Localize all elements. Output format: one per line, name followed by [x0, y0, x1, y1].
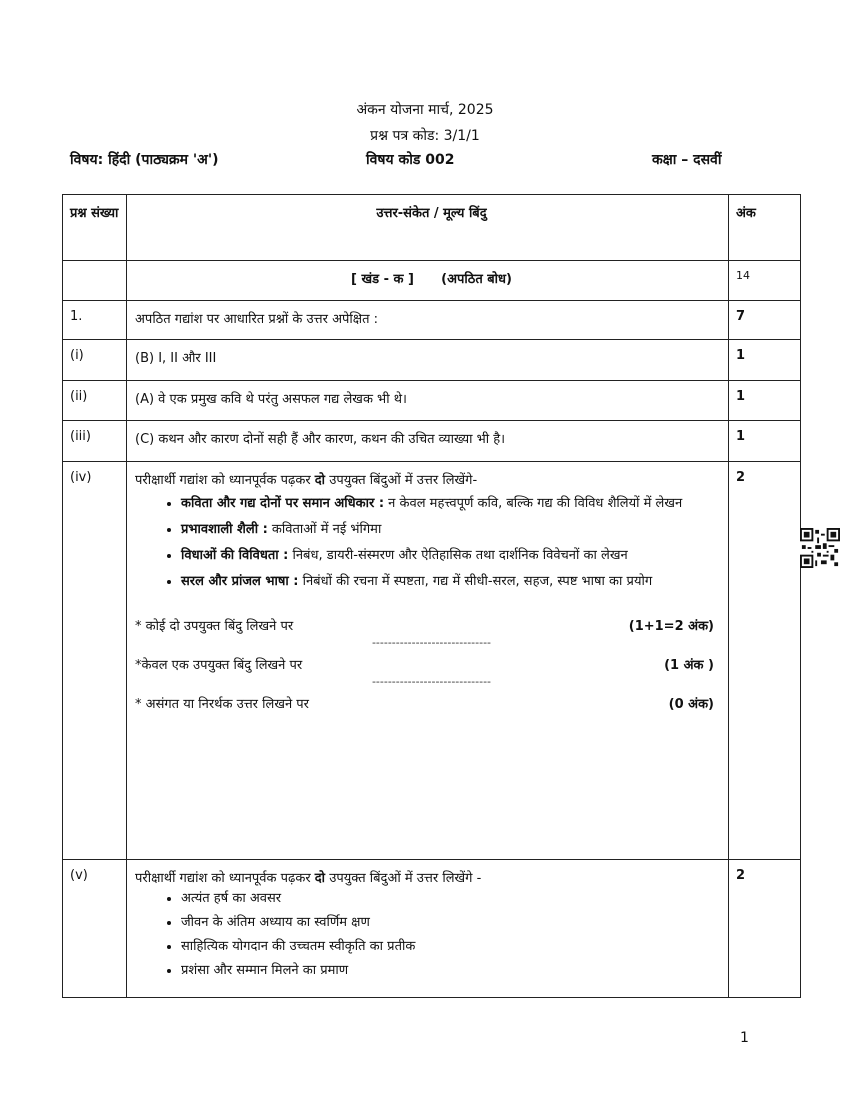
paper-code: प्रश्न पत्र कोड: 3/1/1: [370, 128, 480, 144]
q-intro-emphasis: दो: [314, 871, 326, 886]
section-label: [ खंड - क ]: [351, 272, 414, 287]
col-header-question: प्रश्न संख्या: [63, 195, 127, 261]
list-item: [181, 520, 728, 540]
scheme-label: * असंगत या निरर्थक उत्तर लिखने पर: [135, 697, 309, 712]
q-marks: 1: [729, 381, 801, 421]
table-header-row: [63, 195, 801, 261]
table-row: [63, 462, 801, 860]
q-intro: [135, 470, 728, 488]
answer-points: [135, 494, 728, 592]
point-head: प्रभावशाली शैली :: [181, 522, 268, 537]
point-body: कविताओं में नई भंगिमा: [267, 522, 382, 537]
q-number: 1.: [63, 301, 127, 340]
scheme-line: [135, 655, 728, 673]
q-intro-text: परीक्षार्थी गद्यांश को ध्यानपूर्वक पढ़कर: [135, 473, 315, 488]
table-row: [63, 860, 801, 998]
section-title-cell: [127, 261, 729, 301]
q-number: (iii): [63, 421, 127, 462]
scheme-label: * कोई दो उपयुक्त बिंदु लिखने पर: [135, 619, 294, 634]
q-number: (i): [63, 340, 127, 381]
class-label: कक्षा – दसवीं: [652, 152, 722, 168]
table-row: [63, 381, 801, 421]
qr-code-icon: [800, 528, 840, 568]
list-item: [181, 572, 728, 592]
q-answer: अपठित गद्यांश पर आधारित प्रश्नों के उत्तर अपेक्षित :: [127, 301, 729, 340]
marking-scheme-table: [62, 194, 801, 998]
point-body: निबंध, डायरी-संस्मरण और ऐतिहासिक तथा दार्शनिक विवेचनों का लेखन: [288, 548, 628, 563]
q-intro: [135, 868, 728, 886]
q-answer: (C) कथन और कारण दोनों सही हैं और कारण, कथन की उचित व्याख्या भी है।: [127, 421, 729, 462]
list-item: • प्रशंसा और सम्मान मिलने का प्रमाण: [181, 960, 728, 982]
subject-label: विषय: हिंदी (पाठ्यक्रम 'अ'): [70, 152, 219, 168]
list-item: • अत्यंत हर्ष का अवसर: [181, 888, 728, 910]
col-header-marks: अंक: [729, 195, 801, 261]
list-item: [181, 546, 728, 566]
document-title: अंकन योजना मार्च, 2025: [356, 102, 494, 118]
col-header-answer: [127, 195, 729, 261]
q-marks: 2: [729, 860, 801, 998]
table-row: [63, 301, 801, 340]
divider: ------------------------------: [371, 636, 492, 649]
point-head: सरल और प्रांजल भाषा :: [181, 574, 299, 589]
q-marks: 7: [729, 301, 801, 340]
point-body: निबंधों की रचना में स्पष्टता, गद्य में सीधी-सरल, सहज, स्पष्ट भाषा का प्रयोग: [298, 574, 653, 589]
q-marks: 1: [729, 421, 801, 462]
q-marks: 1: [729, 340, 801, 381]
section-subtitle: (अपठित बोध): [441, 272, 512, 287]
scheme-line: [135, 616, 728, 634]
subject-code: विषय कोड 002: [366, 152, 455, 168]
section-marks: 14: [729, 261, 801, 301]
q-number: (v): [63, 860, 127, 998]
list-item: • साहित्यिक योगदान की उच्चतम स्वीकृति का प्रतीक: [181, 936, 728, 958]
answer-points: [135, 888, 728, 982]
table-row: [63, 340, 801, 381]
q-intro-text-end: उपयुक्त बिंदुओं में उत्तर लिखेंगे-: [325, 473, 478, 488]
point-head: कविता और गद्य दोनों पर समान अधिकार :: [181, 496, 385, 511]
page-number: 1: [740, 1030, 749, 1046]
scheme-line: [135, 694, 728, 712]
q-answer: [127, 860, 729, 998]
scheme-marks: (0 अंक): [668, 697, 714, 712]
q-number: (iv): [63, 462, 127, 860]
q-answer: (A) वे एक प्रमुख कवि थे परंतु असफल गद्य लेखक भी थे।: [127, 381, 729, 421]
q-intro-emphasis: दो: [314, 473, 326, 488]
q-intro-text: परीक्षार्थी गद्यांश को ध्यानपूर्वक पढ़कर: [135, 871, 315, 886]
q-number: (ii): [63, 381, 127, 421]
q-intro-text-end: उपयुक्त बिंदुओं में उत्तर लिखेंगे -: [325, 871, 482, 886]
table-row: [63, 421, 801, 462]
scheme-marks: (1 अंक ): [664, 658, 714, 673]
section-q-cell: [63, 261, 127, 301]
scheme-marks: (1+1=2 अंक): [628, 619, 714, 634]
section-row: [63, 261, 801, 301]
point-head: विधाओं की विविधता :: [181, 548, 289, 563]
list-item: [181, 494, 728, 514]
list-item: • जीवन के अंतिम अध्याय का स्वर्णिम क्षण: [181, 912, 728, 934]
q-answer: (B) I, II और III: [127, 340, 729, 381]
divider: ------------------------------: [371, 675, 492, 688]
scheme-label: *केवल एक उपयुक्त बिंदु लिखने पर: [135, 658, 303, 673]
col-header-answer-text: उत्तर-संकेत / मूल्य बिंदु: [376, 206, 487, 221]
q-marks: 2: [729, 462, 801, 860]
point-body: न केवल महत्त्वपूर्ण कवि, बल्कि गद्य की विविध शैलियों में लेखन: [384, 496, 683, 511]
q-answer: [127, 462, 729, 860]
